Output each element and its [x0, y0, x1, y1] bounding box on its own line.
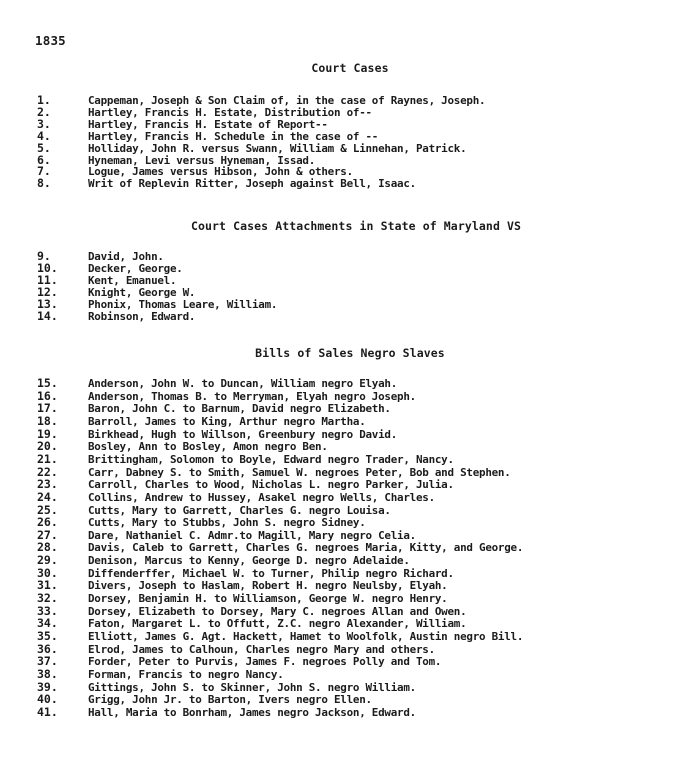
section-heading-bills-of-sales: Bills of Sales Negro Slaves — [255, 346, 445, 360]
entry-text: Brittingham, Solomon to Boyle, Edward negro Trader, Nancy. — [88, 452, 454, 466]
entry-text: Logue, James versus Hibson, John & others. — [88, 165, 353, 179]
entry-text: Dorsey, Benjamin H. to Williamson, George W. negro Henry. — [88, 592, 448, 606]
entry-number: 40. — [37, 692, 58, 707]
entry-text: Diffenderffer, Michael W. to Turner, Philip negro Richard. — [88, 566, 454, 580]
entry-text: Hyneman, Levi versus Hyneman, Issad. — [88, 153, 316, 167]
entry-number: 15. — [37, 376, 58, 390]
entry-text: Bosley, Ann to Bosley, Amon negro Ben. — [88, 440, 328, 454]
entry-text: Hartley, Francis H. Estate, Distribution of-- — [88, 105, 372, 119]
entry-number: 34. — [37, 616, 58, 631]
entry-number: 14. — [37, 309, 58, 323]
entry-number: 12. — [37, 285, 58, 299]
entry-text: Forder, Peter to Purvis, James F. negroes Polly and Tom. — [88, 655, 442, 669]
entry-number: 18. — [37, 413, 58, 428]
entry-number: 13. — [37, 297, 58, 311]
entry-text: Cutts, Mary to Stubbs, John S. negro Sidney. — [88, 516, 366, 530]
entry-number: 8. — [37, 176, 51, 191]
entry-text: Dare, Nathaniel C. Admr.to Magill, Mary negro Celia. — [88, 528, 416, 542]
entry-number: 6. — [37, 152, 51, 167]
entry-text: David, John. — [88, 250, 164, 263]
entry-number: 30. — [37, 565, 58, 580]
entry-text: Hall, Maria to Bonrham, James negro Jackson, Edward. — [88, 705, 416, 719]
entry-number: 32. — [37, 591, 58, 606]
entry-text: Hartley, Francis H. Estate of Report-- — [88, 117, 328, 131]
section-heading-court-cases-attachments: Court Cases Attachments in State of Maryland VS — [190, 219, 522, 233]
entry-number: 35. — [37, 629, 58, 643]
entry-number: 4. — [37, 128, 51, 143]
entry-number: 31. — [37, 578, 58, 593]
entry-text: Carroll, Charles to Wood, Nicholas L. negro Parker, Julia. — [88, 478, 454, 492]
entry-text: Knight, George W. — [88, 286, 196, 299]
entry-text: Writ of Replevin Ritter, Joseph against Bell, Isaac. — [88, 177, 416, 191]
entry-text: Birkhead, Hugh to Willson, Greenbury negro David. — [88, 427, 398, 441]
entry-number: 19. — [37, 426, 58, 441]
entry-text: Kent, Emanuel. — [88, 274, 177, 287]
entry-text: Denison, Marcus to Kenny, George D. negro Adelaide. — [88, 554, 410, 568]
entry-number: 10. — [37, 261, 58, 275]
entry-number: 11. — [37, 273, 58, 287]
entry-number: 26. — [37, 515, 58, 530]
entry-number: 21. — [37, 451, 58, 466]
entry-text: Davis, Caleb to Garrett, Charles G. negroes Maria, Kitty, and George. — [88, 541, 524, 555]
entry-number: 28. — [37, 540, 58, 555]
entry-text: Holliday, John R. versus Swann, William & Linnehan, Patrick. — [88, 141, 467, 155]
entry-number: 37. — [37, 654, 58, 669]
entry-number: 39. — [37, 679, 58, 694]
entry-number: 33. — [37, 603, 58, 618]
entry-number: 9. — [37, 249, 51, 263]
entry-text: Elliott, James G. Agt. Hackett, Hamet to Woolfolk, Austin negro Bill. — [88, 630, 524, 643]
entry-number: 27. — [37, 527, 58, 542]
entry-text: Carr, Dabney S. to Smith, Samuel W. negroes Peter, Bob and Stephen. — [88, 465, 511, 479]
entry-text: Faton, Margaret L. to Offutt, Z.C. negro Alexander, William. — [88, 617, 467, 631]
entry-text: Elrod, James to Calhoun, Charles negro Mary and others. — [88, 642, 435, 656]
entry-number: 38. — [37, 666, 58, 681]
entry-text: Forman, Francis to negro Nancy. — [88, 667, 284, 681]
entry-number: 25. — [37, 502, 58, 517]
entry-text: Hartley, Francis H. Schedule in the case of -- — [88, 129, 379, 143]
entry-text: Phonix, Thomas Leare, William. — [88, 298, 278, 311]
entry-text: Robinson, Edward. — [88, 310, 196, 323]
document-year: 1835 — [35, 33, 66, 48]
entry-text: Grigg, John Jr. to Barton, Ivers negro Ellen. — [88, 693, 372, 707]
entry-number: 7. — [37, 164, 51, 179]
entry-text: Baron, John C. to Barnum, David negro Elizabeth. — [88, 402, 391, 416]
entry-number: 5. — [37, 140, 51, 155]
entry-text: Barroll, James to King, Arthur negro Martha. — [88, 414, 366, 428]
entry-number: 2. — [37, 104, 51, 119]
entry-number: 23. — [37, 477, 58, 492]
entry-text: Divers, Joseph to Haslam, Robert H. negro Neulsby, Elyah. — [88, 579, 448, 593]
entry-number: 20. — [37, 439, 58, 454]
entry-number: 17. — [37, 401, 58, 416]
entry-text: Decker, George. — [88, 262, 183, 275]
entry-number: 36. — [37, 641, 58, 656]
entry-text: Gittings, John S. to Skinner, John S. negro William. — [88, 680, 416, 694]
entry-text: Collins, Andrew to Hussey, Asakel negro Wells, Charles. — [88, 490, 435, 504]
entry-number: 1. — [37, 93, 51, 107]
entry-text: Cappeman, Joseph & Son Claim of, in the case of Raynes, Joseph. — [88, 94, 486, 107]
entry-text: Dorsey, Elizabeth to Dorsey, Mary C. negroes Allan and Owen. — [88, 604, 467, 618]
entry-text: Cutts, Mary to Garrett, Charles G. negro Louisa. — [88, 503, 391, 517]
entry-number: 41. — [37, 704, 58, 719]
section-heading-court-cases: Court Cases — [311, 61, 389, 75]
entry-number: 3. — [37, 116, 51, 131]
entry-number: 22. — [37, 464, 58, 479]
entry-number: 29. — [37, 553, 58, 568]
entry-number: 16. — [37, 388, 58, 403]
entry-text: Anderson, Thomas B. to Merryman, Elyah negro Joseph. — [88, 389, 416, 403]
entry-number: 24. — [37, 489, 58, 504]
entry-text: Anderson, John W. to Duncan, William negro Elyah. — [88, 377, 398, 390]
